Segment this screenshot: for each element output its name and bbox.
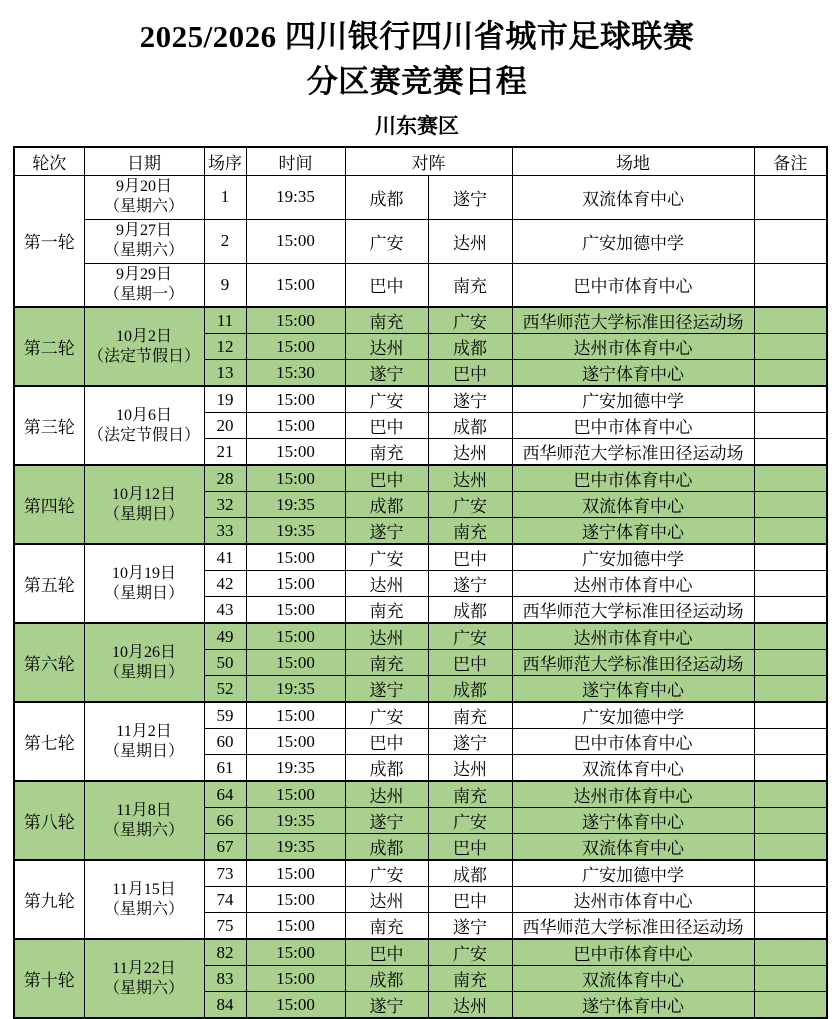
home-team-cell: 遂宁 [345, 992, 428, 1019]
match-no-cell: 50 [204, 650, 246, 676]
venue-cell: 巴中市体育中心 [512, 939, 754, 966]
time-cell: 19:35 [246, 755, 345, 782]
match-row [14, 307, 827, 334]
venue-cell: 西华师范大学标准田径运动场 [512, 439, 754, 466]
venue-cell: 达州市体育中心 [512, 781, 754, 808]
match-row [14, 623, 827, 650]
remark-cell [754, 623, 827, 650]
round-name-cell: 第八轮 [14, 781, 84, 860]
home-team-cell: 广安 [345, 860, 428, 887]
match-no-cell: 28 [204, 465, 246, 492]
away-team-cell: 广安 [428, 808, 512, 834]
time-cell: 15:00 [246, 544, 345, 571]
away-team-cell: 成都 [428, 334, 512, 360]
remark-cell [754, 175, 827, 219]
time-cell: 15:00 [246, 386, 345, 413]
home-team-cell: 广安 [345, 219, 428, 263]
time-cell: 19:35 [246, 518, 345, 545]
remark-cell [754, 263, 827, 307]
home-team-cell: 成都 [345, 755, 428, 782]
title-line1: 2025/2026 四川银行四川省城市足球联赛 [139, 19, 695, 54]
match-no-cell: 9 [204, 263, 246, 307]
venue-cell: 双流体育中心 [512, 175, 754, 219]
time-cell: 19:35 [246, 175, 345, 219]
round-name-cell: 第六轮 [14, 623, 84, 702]
time-cell: 15:30 [246, 360, 345, 387]
home-team-cell: 巴中 [345, 413, 428, 439]
header-time: 时间 [246, 147, 345, 175]
away-team-cell: 南充 [428, 702, 512, 729]
match-no-cell: 42 [204, 571, 246, 597]
remark-cell [754, 360, 827, 387]
match-row [14, 263, 827, 307]
remark-cell [754, 571, 827, 597]
home-team-cell: 广安 [345, 702, 428, 729]
remark-cell [754, 465, 827, 492]
home-team-cell: 南充 [345, 597, 428, 624]
away-team-cell: 达州 [428, 219, 512, 263]
header-row [14, 147, 827, 175]
home-team-cell: 南充 [345, 307, 428, 334]
date-cell: 10月6日 （法定节假日） [84, 386, 204, 465]
remark-cell [754, 597, 827, 624]
away-team-cell: 成都 [428, 413, 512, 439]
away-team-cell: 达州 [428, 465, 512, 492]
remark-cell [754, 966, 827, 992]
home-team-cell: 遂宁 [345, 360, 428, 387]
venue-cell: 巴中市体育中心 [512, 263, 754, 307]
match-no-cell: 49 [204, 623, 246, 650]
home-team-cell: 广安 [345, 386, 428, 413]
round-name-cell: 第五轮 [14, 544, 84, 623]
match-no-cell: 73 [204, 860, 246, 887]
venue-cell: 达州市体育中心 [512, 334, 754, 360]
remark-cell [754, 887, 827, 913]
time-cell: 15:00 [246, 702, 345, 729]
match-row [14, 781, 827, 808]
match-no-cell: 84 [204, 992, 246, 1019]
match-no-cell: 20 [204, 413, 246, 439]
venue-cell: 广安加德中学 [512, 219, 754, 263]
match-no-cell: 19 [204, 386, 246, 413]
venue-cell: 西华师范大学标准田径运动场 [512, 307, 754, 334]
time-cell: 15:00 [246, 992, 345, 1019]
match-no-cell: 66 [204, 808, 246, 834]
away-team-cell: 成都 [428, 860, 512, 887]
round-name-cell: 第十轮 [14, 939, 84, 1018]
time-cell: 19:35 [246, 808, 345, 834]
header-date: 日期 [84, 147, 204, 175]
match-row [14, 175, 827, 219]
remark-cell [754, 755, 827, 782]
date-cell: 10月2日 （法定节假日） [84, 307, 204, 386]
home-team-cell: 达州 [345, 781, 428, 808]
venue-cell: 达州市体育中心 [512, 887, 754, 913]
match-no-cell: 33 [204, 518, 246, 545]
remark-cell [754, 808, 827, 834]
match-no-cell: 60 [204, 729, 246, 755]
date-cell: 11月8日 （星期六） [84, 781, 204, 860]
venue-cell: 西华师范大学标准田径运动场 [512, 913, 754, 940]
home-team-cell: 遂宁 [345, 518, 428, 545]
time-cell: 15:00 [246, 913, 345, 940]
time-cell: 15:00 [246, 465, 345, 492]
time-cell: 15:00 [246, 219, 345, 263]
venue-cell: 广安加德中学 [512, 702, 754, 729]
round-name-cell: 第七轮 [14, 702, 84, 781]
remark-cell [754, 650, 827, 676]
time-cell: 15:00 [246, 650, 345, 676]
match-no-cell: 32 [204, 492, 246, 518]
match-row [14, 386, 827, 413]
round-name-cell: 第三轮 [14, 386, 84, 465]
home-team-cell: 巴中 [345, 465, 428, 492]
match-no-cell: 61 [204, 755, 246, 782]
match-no-cell: 1 [204, 175, 246, 219]
remark-cell [754, 939, 827, 966]
home-team-cell: 巴中 [345, 729, 428, 755]
header-match-no: 场序 [204, 147, 246, 175]
match-no-cell: 2 [204, 219, 246, 263]
remark-cell [754, 386, 827, 413]
date-cell: 11月15日 （星期六） [84, 860, 204, 939]
time-cell: 15:00 [246, 939, 345, 966]
home-team-cell: 达州 [345, 623, 428, 650]
match-no-cell: 67 [204, 834, 246, 861]
away-team-cell: 南充 [428, 263, 512, 307]
schedule-table [13, 146, 828, 1019]
match-row [14, 939, 827, 966]
match-no-cell: 41 [204, 544, 246, 571]
date-cell: 9月27日 （星期六） [84, 219, 204, 263]
schedule-page [0, 14, 834, 1019]
header-venue: 场地 [512, 147, 754, 175]
header-matchup: 对阵 [345, 147, 512, 175]
away-team-cell: 巴中 [428, 544, 512, 571]
venue-cell: 遂宁体育中心 [512, 518, 754, 545]
venue-cell: 达州市体育中心 [512, 571, 754, 597]
time-cell: 15:00 [246, 887, 345, 913]
header-round: 轮次 [14, 147, 84, 175]
venue-cell: 遂宁体育中心 [512, 676, 754, 703]
venue-cell: 双流体育中心 [512, 492, 754, 518]
match-no-cell: 21 [204, 439, 246, 466]
away-team-cell: 遂宁 [428, 386, 512, 413]
remark-cell [754, 729, 827, 755]
match-no-cell: 75 [204, 913, 246, 940]
home-team-cell: 巴中 [345, 263, 428, 307]
round-name-cell: 第九轮 [14, 860, 84, 939]
time-cell: 15:00 [246, 307, 345, 334]
home-team-cell: 达州 [345, 571, 428, 597]
venue-cell: 遂宁体育中心 [512, 360, 754, 387]
section-title: 川东赛区 [375, 114, 459, 138]
away-team-cell: 巴中 [428, 360, 512, 387]
date-cell: 11月2日 （星期日） [84, 702, 204, 781]
venue-cell: 广安加德中学 [512, 860, 754, 887]
time-cell: 15:00 [246, 966, 345, 992]
date-cell: 10月26日 （星期日） [84, 623, 204, 702]
remark-cell [754, 834, 827, 861]
match-row [14, 702, 827, 729]
away-team-cell: 遂宁 [428, 571, 512, 597]
venue-cell: 巴中市体育中心 [512, 465, 754, 492]
time-cell: 19:35 [246, 492, 345, 518]
remark-cell [754, 439, 827, 466]
venue-cell: 巴中市体育中心 [512, 729, 754, 755]
home-team-cell: 遂宁 [345, 676, 428, 703]
home-team-cell: 成都 [345, 492, 428, 518]
time-cell: 15:00 [246, 860, 345, 887]
date-cell: 10月12日 （星期日） [84, 465, 204, 544]
away-team-cell: 成都 [428, 597, 512, 624]
time-cell: 15:00 [246, 597, 345, 624]
schedule-body [14, 175, 827, 1018]
remark-cell [754, 913, 827, 940]
match-row [14, 544, 827, 571]
date-cell: 9月20日 （星期六） [84, 175, 204, 219]
match-no-cell: 64 [204, 781, 246, 808]
home-team-cell: 成都 [345, 175, 428, 219]
venue-cell: 双流体育中心 [512, 834, 754, 861]
venue-cell: 双流体育中心 [512, 966, 754, 992]
time-cell: 15:00 [246, 623, 345, 650]
match-no-cell: 82 [204, 939, 246, 966]
away-team-cell: 达州 [428, 755, 512, 782]
away-team-cell: 达州 [428, 992, 512, 1019]
venue-cell: 巴中市体育中心 [512, 413, 754, 439]
match-no-cell: 13 [204, 360, 246, 387]
match-no-cell: 11 [204, 307, 246, 334]
match-no-cell: 12 [204, 334, 246, 360]
away-team-cell: 巴中 [428, 650, 512, 676]
time-cell: 15:00 [246, 263, 345, 307]
venue-cell: 西华师范大学标准田径运动场 [512, 650, 754, 676]
home-team-cell: 达州 [345, 887, 428, 913]
time-cell: 15:00 [246, 413, 345, 439]
venue-cell: 西华师范大学标准田径运动场 [512, 597, 754, 624]
remark-cell [754, 334, 827, 360]
round-name-cell: 第一轮 [14, 175, 84, 307]
match-row [14, 465, 827, 492]
venue-cell: 达州市体育中心 [512, 623, 754, 650]
away-team-cell: 遂宁 [428, 729, 512, 755]
time-cell: 15:00 [246, 439, 345, 466]
page-title [0, 14, 834, 104]
away-team-cell: 巴中 [428, 887, 512, 913]
venue-cell: 遂宁体育中心 [512, 992, 754, 1019]
time-cell: 15:00 [246, 571, 345, 597]
away-team-cell: 成都 [428, 676, 512, 703]
remark-cell [754, 676, 827, 703]
match-no-cell: 59 [204, 702, 246, 729]
round-name-cell: 第二轮 [14, 307, 84, 386]
away-team-cell: 遂宁 [428, 913, 512, 940]
venue-cell: 广安加德中学 [512, 544, 754, 571]
remark-cell [754, 219, 827, 263]
remark-cell [754, 413, 827, 439]
round-name-cell: 第四轮 [14, 465, 84, 544]
time-cell: 15:00 [246, 334, 345, 360]
remark-cell [754, 518, 827, 545]
home-team-cell: 南充 [345, 439, 428, 466]
away-team-cell: 南充 [428, 518, 512, 545]
away-team-cell: 广安 [428, 492, 512, 518]
home-team-cell: 遂宁 [345, 808, 428, 834]
header-remarks: 备注 [754, 147, 827, 175]
home-team-cell: 达州 [345, 334, 428, 360]
remark-cell [754, 307, 827, 334]
date-cell: 9月29日 （星期一） [84, 263, 204, 307]
home-team-cell: 巴中 [345, 939, 428, 966]
venue-cell: 遂宁体育中心 [512, 808, 754, 834]
match-no-cell: 43 [204, 597, 246, 624]
match-row [14, 860, 827, 887]
away-team-cell: 遂宁 [428, 175, 512, 219]
remark-cell [754, 544, 827, 571]
time-cell: 15:00 [246, 729, 345, 755]
away-team-cell: 广安 [428, 307, 512, 334]
remark-cell [754, 492, 827, 518]
match-no-cell: 74 [204, 887, 246, 913]
remark-cell [754, 860, 827, 887]
away-team-cell: 南充 [428, 781, 512, 808]
date-cell: 11月22日 （星期六） [84, 939, 204, 1018]
away-team-cell: 南充 [428, 966, 512, 992]
time-cell: 19:35 [246, 834, 345, 861]
away-team-cell: 达州 [428, 439, 512, 466]
time-cell: 15:00 [246, 781, 345, 808]
venue-cell: 广安加德中学 [512, 386, 754, 413]
remark-cell [754, 992, 827, 1019]
venue-cell: 双流体育中心 [512, 755, 754, 782]
match-row [14, 219, 827, 263]
title-line2: 分区赛竞赛日程 [306, 64, 528, 99]
away-team-cell: 广安 [428, 939, 512, 966]
home-team-cell: 广安 [345, 544, 428, 571]
date-cell: 10月19日 （星期日） [84, 544, 204, 623]
away-team-cell: 广安 [428, 623, 512, 650]
home-team-cell: 南充 [345, 913, 428, 940]
home-team-cell: 成都 [345, 966, 428, 992]
home-team-cell: 南充 [345, 650, 428, 676]
remark-cell [754, 781, 827, 808]
away-team-cell: 巴中 [428, 834, 512, 861]
match-no-cell: 52 [204, 676, 246, 703]
time-cell: 19:35 [246, 676, 345, 703]
remark-cell [754, 702, 827, 729]
home-team-cell: 成都 [345, 834, 428, 861]
match-no-cell: 83 [204, 966, 246, 992]
